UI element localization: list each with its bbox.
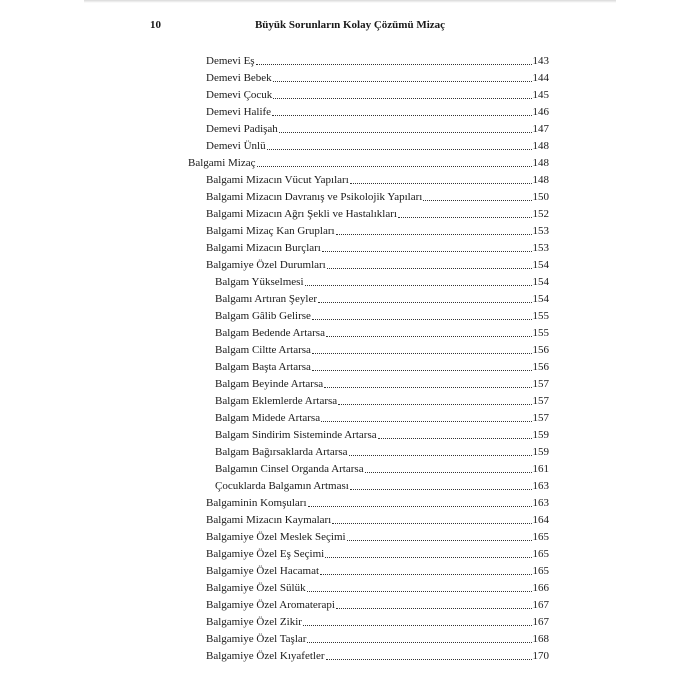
dot-leader <box>312 319 532 320</box>
toc-entry-title: Balgam Beyinde Artarsa <box>215 378 324 390</box>
toc-entry <box>215 306 549 323</box>
dot-leader <box>423 200 531 201</box>
toc-entry <box>215 459 549 476</box>
toc-entry-title: Demevi Padişah <box>206 123 278 135</box>
toc-entry-page: 156 <box>532 344 549 356</box>
toc-entry-page: 161 <box>532 463 549 475</box>
toc-entry <box>206 221 549 238</box>
toc-entry <box>215 289 549 306</box>
toc-entry-page: 156 <box>532 361 549 373</box>
toc-entry <box>206 238 549 255</box>
toc-entry-page: 153 <box>532 242 549 254</box>
toc-entry-page: 164 <box>532 514 549 526</box>
toc-entry <box>206 51 549 68</box>
dot-leader <box>378 438 532 439</box>
toc-entry <box>206 68 549 85</box>
toc-entry-page: 159 <box>532 429 549 441</box>
dot-leader <box>326 659 532 660</box>
toc-entry <box>215 425 549 442</box>
toc-entry <box>215 374 549 391</box>
toc-entry <box>206 527 549 544</box>
toc-entry-page: 155 <box>532 327 549 339</box>
toc-entry-page: 163 <box>532 480 549 492</box>
dot-leader <box>303 625 532 626</box>
toc-entry-title: Demevi Çocuk <box>206 89 273 101</box>
dot-leader <box>325 557 531 558</box>
page-top-edge <box>84 0 616 3</box>
toc-entry <box>188 153 549 170</box>
toc-entry-title: Balgaminin Komşuları <box>206 497 307 509</box>
dot-leader <box>347 540 532 541</box>
toc-entry <box>215 272 549 289</box>
dot-leader <box>336 608 532 609</box>
toc-entry-title: Balgam Eklemlerde Artarsa <box>215 395 338 407</box>
toc-entry-page: 166 <box>532 582 549 594</box>
page-header <box>150 19 550 35</box>
toc-entry <box>206 255 549 272</box>
dot-leader <box>305 285 532 286</box>
toc-entry-page: 163 <box>532 497 549 509</box>
dot-leader <box>350 489 532 490</box>
toc-entry <box>206 187 549 204</box>
toc-entry-page: 168 <box>532 633 549 645</box>
toc-entry-title: Balgami Mizacın Davranış ve Psikolojik Yapıları <box>206 191 423 203</box>
toc-entry <box>206 561 549 578</box>
toc-entry-page: 155 <box>532 310 549 322</box>
toc-entry-page: 165 <box>532 548 549 560</box>
toc-entry-title: Balgami Mizaç <box>188 157 256 169</box>
toc-entry <box>206 136 549 153</box>
dot-leader <box>336 234 532 235</box>
toc-entry-title: Balgami Mizacın Kaymaları <box>206 514 332 526</box>
toc-entry-title: Demevi Ünlü <box>206 140 266 152</box>
toc-entry-page: 157 <box>532 412 549 424</box>
dot-leader <box>350 183 532 184</box>
toc-entry-page: 157 <box>532 378 549 390</box>
toc-entry <box>206 544 549 561</box>
toc-entry <box>206 204 549 221</box>
dot-leader <box>272 115 531 116</box>
toc-entry-title: Balgami Mizaç Kan Grupları <box>206 225 335 237</box>
toc-entry <box>206 646 549 663</box>
toc-entry <box>215 442 549 459</box>
toc-entry-page: 144 <box>532 72 549 84</box>
toc-entry-page: 147 <box>532 123 549 135</box>
dot-leader <box>349 455 532 456</box>
toc-entry-page: 157 <box>532 395 549 407</box>
toc-entry-page: 170 <box>532 650 549 662</box>
running-title: Büyük Sorunların Kolay Çözümü Mizaç <box>254 19 446 31</box>
toc-entry <box>206 493 549 510</box>
toc-entry-page: 154 <box>532 259 549 271</box>
toc-entry <box>215 408 549 425</box>
toc-entry <box>215 357 549 374</box>
dot-leader <box>324 387 531 388</box>
toc-entry-page: 145 <box>532 89 549 101</box>
dot-leader <box>322 251 532 252</box>
toc-entry-page: 159 <box>532 446 549 458</box>
toc-entry-title: Balgam Bağırsaklarda Artarsa <box>215 446 348 458</box>
toc-entry-title: Balgam Gâlib Gelirse <box>215 310 311 322</box>
toc-entry-page: 165 <box>532 565 549 577</box>
toc-entry-title: Balgam Başta Artarsa <box>215 361 311 373</box>
toc-entry-title: Demevi Halife <box>206 106 272 118</box>
toc-entry <box>206 510 549 527</box>
toc-entry-title: Balgamiye Özel Taşlar <box>206 633 307 645</box>
toc-entry-title: Balgam Midede Artarsa <box>215 412 321 424</box>
toc-entry-title: Demevi Bebek <box>206 72 272 84</box>
dot-leader <box>365 472 532 473</box>
toc-entry <box>206 629 549 646</box>
toc-entry <box>206 170 549 187</box>
toc-entry-page: 152 <box>532 208 549 220</box>
toc-entry <box>215 323 549 340</box>
dot-leader <box>318 302 531 303</box>
dot-leader <box>257 166 532 167</box>
toc-entry-page: 148 <box>532 174 549 186</box>
toc-entry-page: 143 <box>532 55 549 67</box>
toc-entry-title: Çocuklarda Balgamın Artması <box>215 480 349 492</box>
toc-entry-title: Balgami Mizacın Vücut Yapıları <box>206 174 349 186</box>
toc-entry <box>215 340 549 357</box>
toc-entry-title: Balgamiye Özel Eş Seçimi <box>206 548 325 560</box>
page-number: 10 <box>150 19 161 31</box>
dot-leader <box>307 591 532 592</box>
dot-leader <box>267 149 532 150</box>
dot-leader <box>327 268 532 269</box>
toc-entry-page: 148 <box>532 157 549 169</box>
dot-leader <box>273 98 531 99</box>
dot-leader <box>308 506 532 507</box>
dot-leader <box>321 421 531 422</box>
toc-entry-title: Balgamın Cinsel Organda Artarsa <box>215 463 364 475</box>
toc-entry-title: Balgamiye Özel Zikir <box>206 616 302 628</box>
dot-leader <box>320 574 531 575</box>
toc-entry <box>206 612 549 629</box>
toc-entry <box>206 578 549 595</box>
toc-entry-title: Balgamı Artıran Şeyler <box>215 293 318 305</box>
toc-entry-page: 153 <box>532 225 549 237</box>
dot-leader <box>307 642 531 643</box>
toc-entry-title: Balgamiye Özel Sülük <box>206 582 306 594</box>
toc-entry-page: 154 <box>532 276 549 288</box>
table-of-contents <box>0 51 700 663</box>
dot-leader <box>398 217 532 218</box>
toc-entry-title: Balgami Mizacın Ağrı Şekli ve Hastalıkları <box>206 208 397 220</box>
dot-leader <box>273 81 532 82</box>
toc-entry-title: Balgam Bedende Artarsa <box>215 327 325 339</box>
dot-leader <box>312 370 532 371</box>
toc-entry-title: Balgamiye Özel Meslek Seçimi <box>206 531 346 543</box>
toc-entry-title: Balgamiye Özel Durumları <box>206 259 326 271</box>
toc-entry <box>206 102 549 119</box>
toc-entry <box>206 119 549 136</box>
toc-entry-title: Balgamiye Özel Hacamat <box>206 565 320 577</box>
toc-entry-page: 165 <box>532 531 549 543</box>
dot-leader <box>332 523 531 524</box>
dot-leader <box>312 353 532 354</box>
toc-entry-title: Balgami Mizacın Burçları <box>206 242 321 254</box>
toc-entry-page: 150 <box>532 191 549 203</box>
toc-entry-title: Balgam Yükselmesi <box>215 276 304 288</box>
toc-entry-page: 154 <box>532 293 549 305</box>
toc-entry-title: Balgam Sindirim Sisteminde Artarsa <box>215 429 377 441</box>
dot-leader <box>326 336 532 337</box>
toc-entry <box>206 595 549 612</box>
toc-entry-page: 167 <box>532 616 549 628</box>
toc-entry-page: 146 <box>532 106 549 118</box>
toc-entry-title: Balgamiye Özel Aromaterapi <box>206 599 335 611</box>
dot-leader <box>256 64 532 65</box>
toc-entry <box>215 476 549 493</box>
toc-entry <box>206 85 549 102</box>
dot-leader <box>279 132 532 133</box>
toc-entry-title: Demevi Eş <box>206 55 255 67</box>
toc-entry <box>215 391 549 408</box>
dot-leader <box>338 404 531 405</box>
toc-entry-title: Balgam Ciltte Artarsa <box>215 344 311 356</box>
toc-entry-page: 167 <box>532 599 549 611</box>
toc-entry-title: Balgamiye Özel Kıyafetler <box>206 650 325 662</box>
toc-entry-page: 148 <box>532 140 549 152</box>
